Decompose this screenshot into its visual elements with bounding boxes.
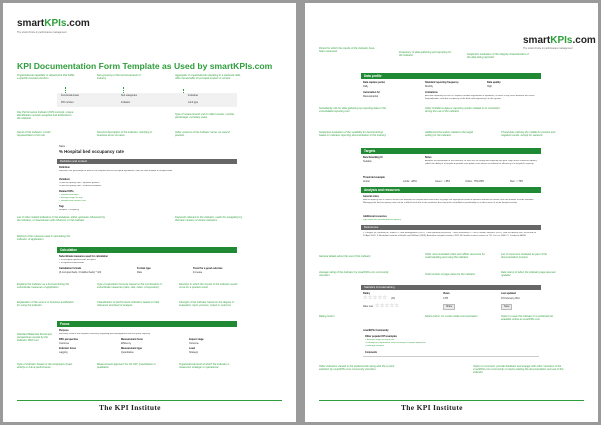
definition-section-header: Definition and context bbox=[57, 159, 237, 164]
note-rating-submit: Rating button bbox=[319, 315, 335, 318]
data-update-value: Daily bbox=[363, 85, 369, 88]
format-value: Rate bbox=[137, 271, 143, 274]
rate-now-stars[interactable]: ☆☆☆☆☆ bbox=[375, 303, 400, 309]
brand-logo bbox=[523, 36, 596, 46]
note-additional-info: Additional information related to the target setting for the indicator bbox=[425, 131, 474, 138]
ind-focus-label: Indicator focus bbox=[59, 347, 77, 350]
format-label: Format type bbox=[137, 267, 151, 270]
subord-label: Subordinate measures used for calculation bbox=[59, 255, 109, 258]
field-industries: Industries bbox=[188, 94, 199, 97]
data-quality-value: High bbox=[487, 85, 492, 88]
automation-label: Automation lvl bbox=[363, 91, 380, 94]
note-general-details: General details about the use of the indicator bbox=[319, 255, 371, 258]
note-org-level: Organizational level at which the indicator is measured: strategic or operational bbox=[179, 363, 230, 370]
impact-value: Outcome bbox=[189, 342, 199, 345]
field-subcat: Sub categories bbox=[121, 94, 137, 97]
note-period-reflect: Period for which the results of the indicator have been measured bbox=[319, 47, 375, 54]
formula-value: (# occupied beds / # staffed beds) * 100 bbox=[59, 271, 102, 274]
focus-section-header: Focus bbox=[57, 321, 237, 327]
rate-now-label: Rate now bbox=[363, 305, 374, 308]
community-label: smartKPIs Community bbox=[363, 329, 389, 332]
ind-focus-value: Lagging bbox=[59, 351, 68, 354]
variation-item: % Bed occupancy rate - Inpatient patients bbox=[59, 182, 100, 184]
note-aggregate-industries: Aggregate of organizational operating in a particular field, often named after its principal product or service bbox=[175, 74, 241, 81]
note-sub-grouping: Sub-grouping of the functional level of industry bbox=[97, 74, 141, 81]
logo-text-kpi: KPIs bbox=[44, 18, 67, 29]
trend-value: Increase bbox=[193, 271, 203, 274]
note-subjective: Subjective evaluation of the integrity characteristics of the data being reported bbox=[467, 53, 529, 60]
bsc-value: Customer bbox=[59, 342, 70, 345]
note-option-save: Option to save the indicator to a preferred list, available online at smartKPIs.com bbox=[501, 315, 554, 322]
related-kpi-link[interactable]: # Average length of stay bbox=[59, 197, 83, 199]
rating-count: (16) bbox=[391, 297, 396, 300]
benchmark-value: Suitable bbox=[363, 160, 372, 163]
note-date-added: Date stamp of when the indicator page was last updated bbox=[501, 271, 556, 278]
impact-label: Impact stage bbox=[189, 338, 204, 341]
definition-text: Measures the percentage of beds in the hospital that are occupied by patients, from the total number of hospital beds. bbox=[59, 170, 173, 172]
bsc-label: BSC perspective bbox=[59, 338, 79, 341]
note-sub-reporting: Subsidiarity role for data gathering by reporting data to the consolidated reporting tool bbox=[319, 107, 386, 114]
stats-section-header: Statistics & bookmarking bbox=[361, 285, 541, 290]
reporting-value: Monthly bbox=[425, 85, 434, 88]
note-other-versions: Other versions of the indicator name, as used in practice bbox=[175, 131, 231, 138]
logo-text-suffix: .com bbox=[66, 18, 90, 29]
benchmark-label: Benchmarking fit bbox=[363, 156, 383, 159]
note-total-views: Total number of page views for the indicator bbox=[425, 273, 476, 276]
note-list-resources: List of resources reviewed as part of the documentation process bbox=[501, 253, 547, 260]
note-other-recommended: Other recommended online and offline resources for understanding and using the indicator bbox=[425, 253, 485, 260]
definition-label: Definition bbox=[59, 166, 71, 169]
target-notes-label: Notes bbox=[425, 156, 432, 159]
data-update-label: Data capture period bbox=[363, 81, 386, 84]
brand-logo bbox=[17, 19, 90, 29]
calculation-section-header: Calculation bbox=[57, 247, 237, 253]
note-explains-formula: Explains the indicator as a formula linking the subordinate measures of application bbox=[17, 283, 70, 290]
popular-kpi-link[interactable]: % Emergency department visits resulting in hospital admission bbox=[365, 342, 426, 344]
data-profile-section-header: Data profile bbox=[361, 73, 541, 79]
additional-resources-link[interactable]: http://www.nhs.uk/tools/bed-occupancy bbox=[363, 219, 401, 221]
rating-stars: ☆☆☆☆☆ bbox=[363, 295, 388, 301]
note-justification: Explanation of the source or business justification for using the indicator bbox=[17, 301, 74, 308]
limitations-label: Limitations bbox=[425, 91, 438, 94]
note-type-indicator: Type of indicator based on the employed of past activity or future performance bbox=[17, 363, 73, 370]
note-list-other: List of other related indicators in the database, either upstream influenced by the indicator, or downstream with influence on the indicator bbox=[17, 216, 105, 223]
note-option-comment: Option to comment, provide feedback and engage with other members of the smartKPIs.com community on topics relating the documentation and use of the indicator bbox=[473, 365, 564, 375]
popular-kpi-link[interactable]: # Average length of stay in ER bbox=[365, 339, 395, 341]
threshold-name: Amber bbox=[363, 180, 371, 183]
field-kpi-number: KPI number bbox=[61, 101, 74, 104]
note-share-button: Share button, for social media communication bbox=[425, 315, 478, 318]
save-button[interactable]: Save bbox=[501, 304, 512, 310]
brand-tagline: The smart choice in performance management bbox=[17, 31, 67, 34]
meas-focus-label: Measurement focus bbox=[121, 338, 144, 341]
limitations-text: Accurate reporting for this KPI requires reliable registration of inpatients, so there is key focus between the actual hospitalization; view the occupancy of the beds and registering it in the system. bbox=[425, 95, 535, 100]
note-threshold: Thresholds outlining the middle for positive and negative results, except for variance bbox=[501, 131, 556, 138]
footer-rule bbox=[319, 400, 584, 401]
logo-text-main: smart bbox=[17, 18, 45, 29]
footer-institute: The KPI Institute bbox=[99, 403, 161, 412]
brand-tagline: The smart choice in performance management bbox=[523, 47, 573, 50]
field-limit-type: Limit type bbox=[188, 101, 199, 104]
trend-label: Trend for a good outcome bbox=[193, 267, 223, 270]
targets-section-header: Targets bbox=[361, 148, 541, 154]
tags-label: Tags bbox=[59, 205, 65, 208]
classification-block bbox=[57, 93, 237, 107]
references-section-header: References bbox=[361, 225, 541, 230]
purpose-text: Efficiency, reflects the hospital's efficiency regarding bed management and the space capacity. bbox=[59, 333, 151, 335]
field-indicator: Indicator bbox=[121, 101, 131, 104]
note-keywords: Keywords relevant to the indicator, useful for navigating by thematic clusters of similar indicators bbox=[175, 216, 243, 223]
target-notes-text: Analysis the elimination of the measure: to also use the facility bed capacity and plan. High levels of bed occupancy reflect the ability of a hospital to provide care patient care where an indicator of efficiency of a hospital's capacity. bbox=[425, 160, 537, 165]
logo-text-kpi: KPIs bbox=[550, 35, 573, 46]
analysis-section-header: Analysis and resources bbox=[361, 187, 541, 193]
purpose-label: Purpose bbox=[59, 329, 69, 332]
related-kpi-link[interactable]: # Hospital bed turnover rate bbox=[59, 200, 86, 202]
threshold-low: Green : > 85% bbox=[435, 180, 451, 183]
level-value: Strategic bbox=[189, 351, 199, 354]
updated-label: Last updated bbox=[501, 292, 516, 295]
footer-rule bbox=[17, 400, 282, 401]
note-trend: Direction in which the results of the indicator would move for a positive result bbox=[179, 283, 238, 290]
note-measurement-approach: Measurement approach for the KPI: Quantitative or qualitative bbox=[97, 363, 156, 370]
kpi-name: % Hospital bed occupancy rate bbox=[59, 149, 124, 154]
subord-item: # of inpatient staffed beds bbox=[59, 262, 85, 264]
note-classification: Classification of performance indicators based on their relevance and level of analysis bbox=[97, 301, 160, 308]
variations-label: Variations bbox=[59, 178, 71, 181]
comments-label: Comments bbox=[365, 351, 378, 354]
note-limit-type: Type of measurement unit to reflect results: number, percentage, monetary value bbox=[175, 113, 235, 120]
note-other-limitations: Other limitations data or reporting system related to its consistent during the use of the indicator bbox=[425, 107, 500, 114]
rating-label: Rating bbox=[363, 292, 371, 295]
footer-institute: The KPI Institute bbox=[401, 403, 463, 412]
note-average-rating: Average rating of the indicator by smartKPIs.com community members bbox=[319, 271, 389, 278]
updated-value: 03 February 2011 bbox=[501, 297, 520, 300]
tags-value: Hospital, Occupancy bbox=[59, 209, 80, 211]
note-succinct: Succinct description of the indicator, clarifying in business terms its value bbox=[97, 131, 153, 138]
kpi-name-label: Name bbox=[59, 145, 66, 148]
page-title: KPI Documentation Form Template as Used by smartKPIs.com bbox=[17, 61, 273, 71]
note-name-brief: Name of the indicator: a brief representation of its role bbox=[17, 131, 51, 138]
logo-text-main: smart bbox=[523, 35, 551, 46]
additional-resources-label: Additional resources bbox=[363, 215, 387, 218]
general-notes-text: Bed occupancy rate is used to assess the demand for hospital beds and hence to gauge the appropriate balance between demand for health care and number of beds available. Managing the bed occupancy rate can be a difficult task due to the variations that cannot be controlled as predictably as in other areas of acute hospital activity. bbox=[363, 199, 534, 204]
related-label: Related KPIs bbox=[59, 190, 74, 193]
meas-type-value: Quantitative bbox=[121, 351, 134, 354]
share-button[interactable]: Share bbox=[443, 304, 455, 310]
related-kpi-link[interactable]: # Hospital bed days bbox=[59, 194, 79, 196]
note-balanced-scorecard: Standard Balanced Scorecard perspectives served by the indicator: BSC tool bbox=[17, 333, 52, 343]
subord-item: # of occupied inpatient beds occupied bbox=[59, 259, 96, 261]
note-org-capability: Organizational capability or department that fulfills a specific business function bbox=[17, 74, 75, 81]
note-formula: Method of the measure used in calculating the indicator, of application bbox=[17, 235, 71, 242]
popular-label: Other popular KPI examples bbox=[365, 335, 398, 338]
references-text: 1. Keegan, A.; Renfrew, A.; Stokes, K. Bed management (2007). "From planning to practice". NHS Innovations 2. OECD Health Statistics (2011), Bed occupancy rate, accessed on 20 April 2011. 3. Australian Institute of Health and Welfare (2009), Australian hospital statistics 2007-08. Health services series no. 33. Cat. no. HSE 71. Canberra: AIHW. bbox=[363, 232, 537, 237]
threshold-high: Red : < 75% bbox=[510, 180, 524, 183]
formula-label: Calculation formula bbox=[59, 267, 82, 270]
popular-kpi-link[interactable]: % Average turnover bbox=[365, 345, 385, 347]
note-frequency: Frequency of data gathering and reporting for the indicator bbox=[399, 51, 452, 58]
note-strength: Strength of the indicator based on the degree of evaluation: input, process, output or outcome bbox=[179, 301, 234, 308]
data-quality-label: Data quality bbox=[487, 81, 501, 84]
level-label: Level bbox=[189, 347, 196, 350]
general-notes-label: General notes bbox=[363, 195, 379, 198]
document-page-2 bbox=[305, 3, 598, 422]
meas-focus-value: Efficiency bbox=[121, 342, 132, 345]
document-page-1 bbox=[3, 3, 296, 422]
threshold-val: Limits: +95% bbox=[403, 180, 417, 183]
views-label: Views bbox=[443, 292, 450, 295]
note-subjective-eval: Subjective evaluation of the suitability for benchmarking based on indicator reporting documentation to the industry bbox=[319, 131, 386, 138]
note-perspective: Key Performance Indicator (KPI) concept, unique identification number assigned and attributed to the indicator bbox=[17, 111, 74, 121]
variation-item: % Bed occupancy rate - In-distress patients bbox=[59, 185, 102, 187]
threshold-mid: Yellow : 75%-85% bbox=[465, 180, 485, 183]
note-other-indicators: Other indicators viewed in the preferred tab along with the current selection by smartKPIs.com community members bbox=[319, 365, 395, 372]
views-value: 1766 bbox=[443, 297, 449, 300]
threshold-label: Threshold example bbox=[363, 176, 385, 179]
meas-type-label: Measurement type bbox=[121, 347, 142, 350]
automation-value: Manual/partial bbox=[363, 95, 379, 98]
reporting-label: Standard reporting frequency bbox=[425, 81, 459, 84]
field-functional: Functional Areas bbox=[61, 94, 79, 97]
note-type-calc: Type of calculation formula, based on the combination of subordinate measures (ratio, rate, index, composition) bbox=[97, 283, 162, 290]
comments-divider bbox=[363, 356, 539, 357]
logo-text-suffix: .com bbox=[572, 35, 596, 46]
